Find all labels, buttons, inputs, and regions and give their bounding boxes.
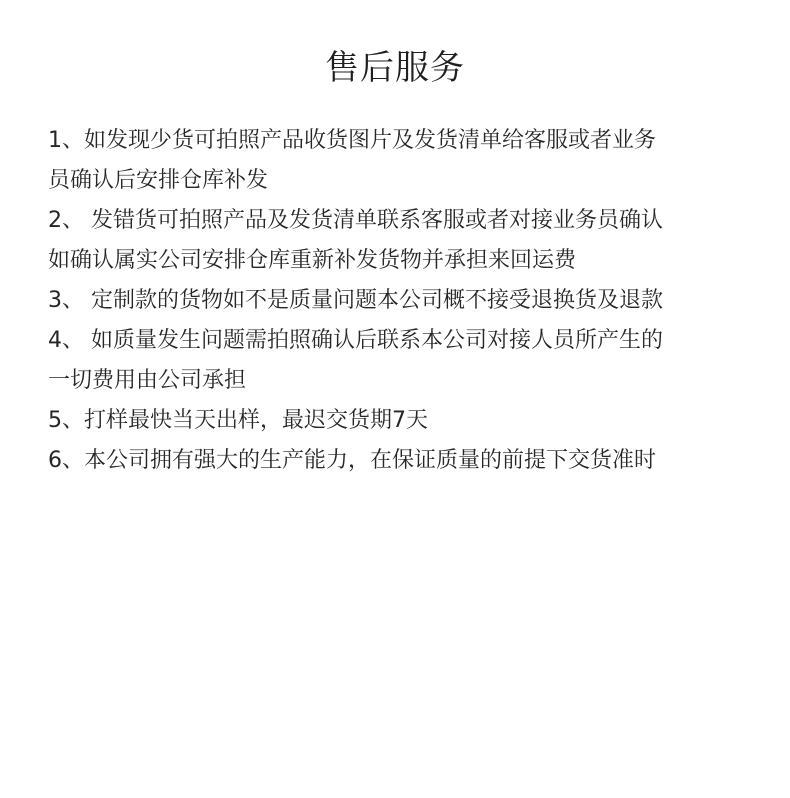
- term-5-line-1: 5、打样最快当天出样，最迟交货期7天: [48, 408, 428, 433]
- term-2-line-1: 2、 发错货可拍照产品及发货清单联系客服或者对接业务员确认: [48, 208, 663, 233]
- term-3-line-1: 3、 定制款的货物如不是质量问题本公司概不接受退换货及退款: [48, 288, 663, 313]
- term-2-line-2: 如确认属实公司安排仓库重新补发货物并承担来回运费: [48, 248, 577, 273]
- after-sales-terms: [48, 121, 760, 481]
- page-title: 售后服务: [325, 48, 465, 88]
- term-1-line-1: 1、如发现少货可拍照产品收货图片及发货清单给客服或者业务: [48, 128, 656, 153]
- term-6-line-1: 6、本公司拥有强大的生产能力，在保证质量的前提下交货准时: [48, 448, 656, 473]
- term-1-line-2: 员确认后安排仓库补发: [48, 168, 269, 193]
- term-4-line-1: 4、 如质量发生问题需拍照确认后联系本公司对接人员所产生的: [48, 328, 663, 353]
- term-4-line-2: 一切费用由公司承担: [48, 368, 247, 393]
